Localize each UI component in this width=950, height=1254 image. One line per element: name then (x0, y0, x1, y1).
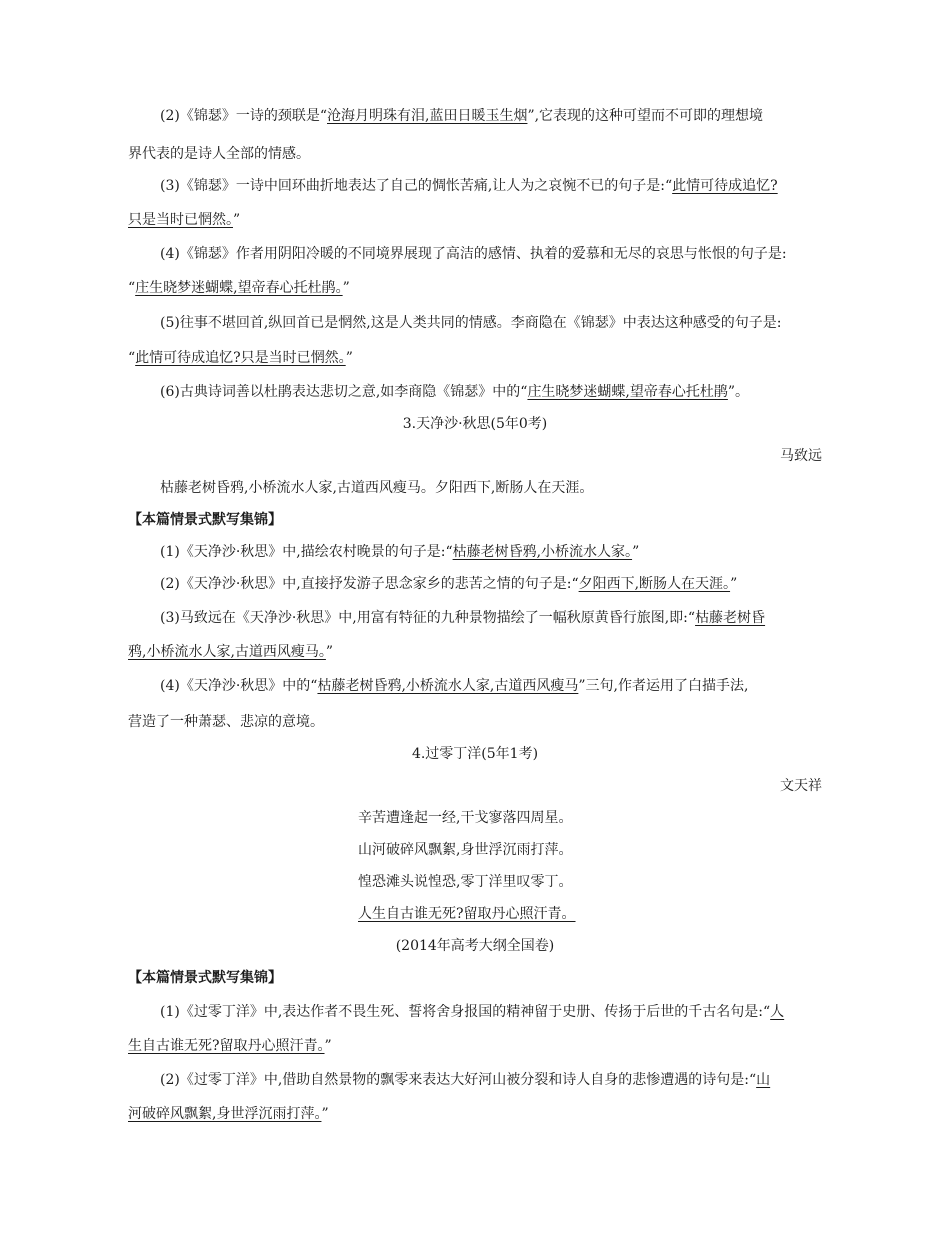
answer-text: 山 (756, 1072, 771, 1088)
quote-mark: “ (128, 280, 136, 296)
answer-text: 枯藤老树昏 (695, 610, 766, 626)
question-text: ” (233, 212, 241, 228)
tjs-q3-line1 (160, 608, 765, 628)
question-text: ”。 (727, 384, 750, 400)
answer-text: 枯藤老树昏鸦,小桥流水人家,古道西风瘦马 (317, 678, 579, 694)
question-text: (1)《过零丁洋》中,表达作者不畏生死、誓将舍身报国的精神留于史册、传扬于后世的千古名句是:“ (160, 1004, 771, 1020)
answer-text: 鸦,小桥流水人家,古道西风瘦马。 (128, 644, 326, 660)
quote-mark: ” (345, 350, 353, 366)
gld-q1-line1 (160, 1002, 784, 1022)
section-heading: 【本篇情景式默写集锦】 (128, 970, 282, 986)
answer-text: 此情可待成追忆? (672, 178, 778, 194)
question-text: (2)《锦瑟》一诗的颈联是“ (160, 108, 327, 124)
poem-line: 人生自古谁无死?留取丹心照汗青。 (358, 906, 576, 922)
jinse-q4-line1: (4)《锦瑟》作者用阴阳冷暖的不同境界展现了高洁的感情、执着的爱慕和无尽的哀思与怅恨的句子是: (160, 246, 787, 262)
poem-author: 马致远 (780, 448, 822, 464)
question-text: (6)古典诗词善以杜鹃表达悲切之意,如李商隐《锦瑟》中的“ (160, 384, 528, 400)
section-title: 3.天净沙·秋思(5年0考) (402, 416, 548, 432)
tjs-q1 (160, 542, 639, 562)
quote-mark: ” (342, 280, 350, 296)
poem-line: 山河破碎风飘絮,身世浮沉雨打萍。 (358, 842, 573, 858)
quote-mark: “ (128, 350, 136, 366)
jinse-q4-line2 (128, 278, 350, 298)
answer-text: 人 (770, 1004, 785, 1020)
answer-text: 庄生晓梦迷蝴蝶,望帝春心托杜鹃。 (135, 280, 343, 296)
section-heading: 【本篇情景式默写集锦】 (128, 512, 282, 528)
poem-line: 惶恐滩头说惶恐,零丁洋里叹零丁。 (358, 874, 573, 890)
quote-mark: ” (321, 1106, 329, 1122)
answer-text: 生自古谁无死?留取丹心照汗青。 (128, 1038, 325, 1054)
answer-text: 枯藤老树昏鸦,小桥流水人家。 (452, 544, 633, 560)
section-title: 4.过零丁洋(5年1考) (411, 746, 539, 762)
tjs-q3-line2 (128, 642, 333, 662)
tjs-q2 (160, 574, 737, 594)
jinse-q6-line1 (160, 382, 749, 402)
answer-text: 只是当时已惘然。 (128, 212, 233, 228)
jinse-q3-line1 (160, 176, 778, 196)
gld-q1-line2 (128, 1036, 332, 1056)
quote-mark: ” (324, 1038, 332, 1054)
poem-text: 枯藤老树昏鸦,小桥流水人家,古道西风瘦马。夕阳西下,断肠人在天涯。 (160, 480, 594, 496)
question-text: (3)《锦瑟》一诗中回环曲折地表达了自己的惆怅苦痛,让人为之哀惋不已的句子是:“ (160, 178, 673, 194)
poem-source: (2014年高考大纲全国卷) (395, 938, 555, 954)
jinse-q5-line2 (128, 348, 353, 368)
jinse-q5-line1: (5)往事不堪回首,纵回首已是惘然,这是人类共同的情感。李商隐在《锦瑟》中表达这种感受的句子是: (160, 315, 782, 331)
question-text: (1)《天净沙·秋思》中,描绘农村晚景的句子是:“ (160, 544, 453, 560)
jinse-q2-line2: 界代表的是诗人全部的情感。 (128, 146, 310, 162)
question-text: (2)《过零丁洋》中,借助自然景物的飘零来表达大好河山被分裂和诗人自身的悲惨遭遇的诗句是:“ (160, 1072, 757, 1088)
quote-mark: ” (325, 644, 334, 660)
answer-text: 沧海月明珠有泪,蓝田日暖玉生烟 (327, 108, 528, 124)
question-text: ”,它表现的这种可望而不可即的理想境 (527, 108, 764, 124)
answer-text: 夕阳西下,断肠人在天涯。 (578, 576, 731, 592)
gld-q2-line1 (160, 1070, 770, 1090)
question-text: (3)马致远在《天净沙·秋思》中,用富有特征的九种景物描绘了一幅秋原黄昏行旅图,即:“ (160, 610, 696, 626)
quote-mark: ” (632, 544, 640, 560)
question-text: (2)《天净沙·秋思》中,直接抒发游子思念家乡的悲苦之情的句子是:“ (160, 576, 579, 592)
answer-text: 庄生晓梦迷蝴蝶,望帝春心托杜鹃 (527, 384, 728, 400)
tjs-q4-line1 (160, 676, 748, 696)
jinse-q3-line2 (128, 210, 240, 230)
poem-author: 文天祥 (780, 778, 822, 794)
gld-q2-line2 (128, 1104, 329, 1124)
question-text: ”三句,作者运用了白描手法, (578, 678, 749, 694)
poem-line: 辛苦遭逢起一经,干戈寥落四周星。 (358, 810, 573, 826)
answer-text: 此情可待成追忆?只是当时已惘然。 (135, 350, 346, 366)
tjs-q4-line2: 营造了一种萧瑟、悲凉的意境。 (128, 714, 324, 730)
question-text: (4)《天净沙·秋思》中的“ (160, 678, 318, 694)
quote-mark: ” (730, 576, 738, 592)
jinse-q2-line1 (160, 106, 763, 126)
answer-text: 河破碎风飘絮,身世浮沉雨打萍。 (128, 1106, 322, 1122)
